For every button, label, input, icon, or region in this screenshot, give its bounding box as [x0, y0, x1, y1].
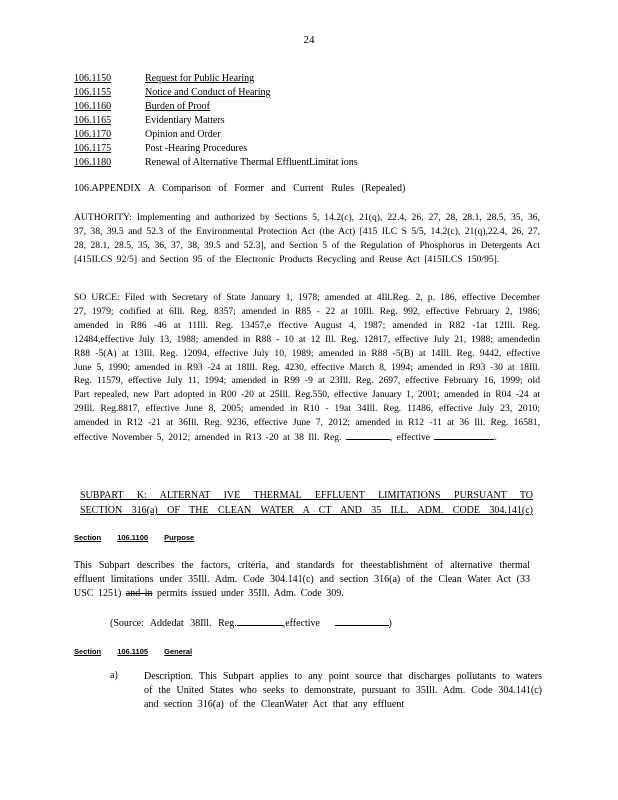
blank-line [434, 430, 494, 440]
source-note-open: (Source: Addedat 38Ill. Reg. [110, 618, 237, 629]
toc-section-number: 106.1155 [74, 87, 112, 98]
toc-row [74, 86, 358, 100]
toc-section-title: Post -Hearing Procedures [145, 143, 248, 154]
item-a-paragraph: Description. This Subpart applies to any point source that discharges pollutants to waters of the United States who seeks to demonstrate, pursuant to 35Ill. Adm. Code 304.141(c) and section 316(a) of the CleanWater Act that any effluent [144, 671, 542, 710]
toc-section-title: Evidentiary Matters [145, 115, 225, 126]
toc-section-number: 106.1165 [74, 115, 112, 126]
toc-row [74, 128, 358, 142]
blank-line [335, 616, 389, 626]
section-number: 106.1105 [117, 647, 149, 656]
toc-section-title: Request for Public Hearing [145, 73, 255, 84]
section-label: Section [74, 647, 102, 656]
blank-line [237, 616, 283, 626]
toc-row [74, 156, 358, 170]
table-of-contents [74, 72, 358, 170]
purpose-text-end: permits issued under 35Ill. Adm. Code 309. [152, 588, 344, 599]
toc-section-number: 106.1160 [74, 101, 112, 112]
item-label: a) [110, 670, 118, 681]
source-note [110, 616, 392, 629]
toc-row [74, 72, 358, 86]
section-title: Purpose [164, 533, 195, 542]
blank-line [346, 430, 390, 440]
toc-section-number: 106.1180 [74, 157, 112, 168]
purpose-text: This Subpart describes the factors, criteria, and standards for theestablishment of alternative thermal effluent limitations under 35Ill. Adm. Code 304.141(c) and section 316(a) of the Clean Water Act (33 USC 1251) [74, 560, 530, 599]
appendix-line: 106.APPENDIX A Comparison of Former and Current Rules (Repealed) [74, 183, 406, 194]
source-note-close: ) [388, 618, 392, 629]
section-title: General [164, 647, 193, 656]
struck-text: and in [125, 588, 153, 599]
toc-section-title: Notice and Conduct of Hearing [145, 87, 271, 98]
toc-section-title: Burden of Proof [145, 101, 210, 112]
page-number: 24 [303, 34, 315, 46]
source-text: SO URCE: Filed with Secretary of State January 1, 1978; amended at 4Ill.Reg. 2, p. 186, effective December 27, 1979; codified at 6Ill. Reg. 8357; amended in R85 - 22 at 10Ill. Reg. 992, effective February 2, 1986; amended in R86 -46 at 11Ill. Reg. 13457,e ffective August 4, 1987; amended in R82 -1at 12Ill. Reg. 12484,effective July 13, 1988; amended in R88 - 10 at 12 Ill. Reg. 12817, effective July 21, 1988; amendedin R88 -5(A) at 13Ill. Reg. 12094, effective July 10, 1989; amended in R88 -5(B) at 14Ill. Reg. 9442, effective June 5, 1990; amended in R93 -24 at 18Ill. Reg. 4230, effective March 8, 1994; amended in R93 -30 at 18Ill. Reg. 11579, effective July 11, 1994; amended in R99 -9 at 23Ill. Reg. 2697, effective February 16, 1999; old Part repealed, new Part adopted in R00 -20 at 25Ill. Reg.550, effective January 1, 2001; amended in R04 -24 at 29Ill. Reg.8817, effective June 8, 2005; amended in R10 - 19at 34Ill. Reg. 11486, effective July 23, 2010; amended in R12 -21 at 36Ill. Reg. 9236, effective June 7, 2012; amended in R12 -11 at 36 Ill. Reg. 16581, effective November 5, 2012; amended in R13 -20 at 38 Ill. Reg. [74, 292, 540, 444]
toc-row [74, 114, 358, 128]
toc-section-title: Opinion and Order [145, 129, 221, 140]
subpart-heading [80, 488, 533, 518]
section-heading-general [74, 647, 206, 656]
subpart-heading-line: SUBPART K: ALTERNAT IVE THERMAL EFFLUENT LIMITATIONS PURSUANT TO [80, 490, 533, 501]
source-note-effective: ,effective [282, 618, 320, 629]
section-heading-purpose [74, 533, 208, 542]
section-label: Section [74, 533, 102, 542]
subpart-heading-line: SECTION 316(a) OF THE CLEAN WATER A CT AND 35 ILL. ADM. CODE 304.141(c) [80, 505, 533, 516]
source-paragraph: SO URCE: Filed with Secretary of State January 1, 1978; amended at 4Ill.Reg. 2, p. 186, effective December 27, 1979; codified at 6Ill. Reg. 8357; amended in R85 - 22 at 10Ill. Reg. 992, effective February 2, 1986; amended in R86 -46 at 11Ill. Reg. 13457,e ffective August 4, 1987; amended in R82 -1at 12Ill. Reg. 12484,effective July 13, 1988; amended in R88 - 10 at 12 Ill. Reg. 12817, effective July 21, 1988; amendedin R88 -5(A) at 13Ill. Reg. 12094, effective July 10, 1989; amended in R88 -5(B) at 14Ill. Reg. 9442, effective June 5, 1990; amended in R93 -24 at 18Ill. Reg. 4230, effective March 8, 1994; amended in R93 -30 at 18Ill. Reg. 11579, effective July 11, 1994; amended in R99 -9 at 23Ill. Reg. 2697, effective February 16, 1999; old Part repealed, new Part adopted in R00 -20 at 25Ill. Reg.550, effective January 1, 2001; amended in R04 -24 at 29Ill. Reg.8817, effective June 8, 2005; amended in R10 - 19at 34Ill. Reg. 11486, effective July 23, 2010; amended in R12 -21 at 36Ill. Reg. 9236, effective June 7, 2012; amended in R12 -11 at 36 Ill. Reg. 16581, effective November 5, 2012; amended in R13 -20 at 38 Ill. Reg. , effective . [74, 292, 540, 444]
toc-section-number: 106.1150 [74, 73, 112, 84]
toc-section-title: Renewal of Alternative Thermal EffluentLimitat ions [145, 157, 358, 168]
section-number: 106.1100 [117, 533, 149, 542]
source-effective-label: , effective [389, 432, 431, 444]
authority-paragraph: AUTHORITY: Implementing and authorized by Sections 5, 14.2(c), 21(q), 22.4, 26, 27, 28, 28.1, 28.5, 35, 36, 37, 38, 39.5 and 52.3 of the Environmental Protection Act (the Act) [415 ILC S 5/5, 14.2(c), 21(q),22.4, 26, 27, 28, 28.1, 28.5, 35, 36, 37, 38, 39.5 and 52.3], and Section 5 of the Regulation of Phosphorus in Detergents Act [415ILCS 92/5] and Section 95 of the Electronic Products Recycling and Reuse Act [415ILCS 150/95]. [74, 212, 540, 265]
toc-section-number: 106.1175 [74, 143, 112, 154]
toc-section-number: 106.1170 [74, 129, 112, 140]
toc-row [74, 100, 358, 114]
toc-row [74, 142, 358, 156]
purpose-paragraph [74, 559, 530, 601]
